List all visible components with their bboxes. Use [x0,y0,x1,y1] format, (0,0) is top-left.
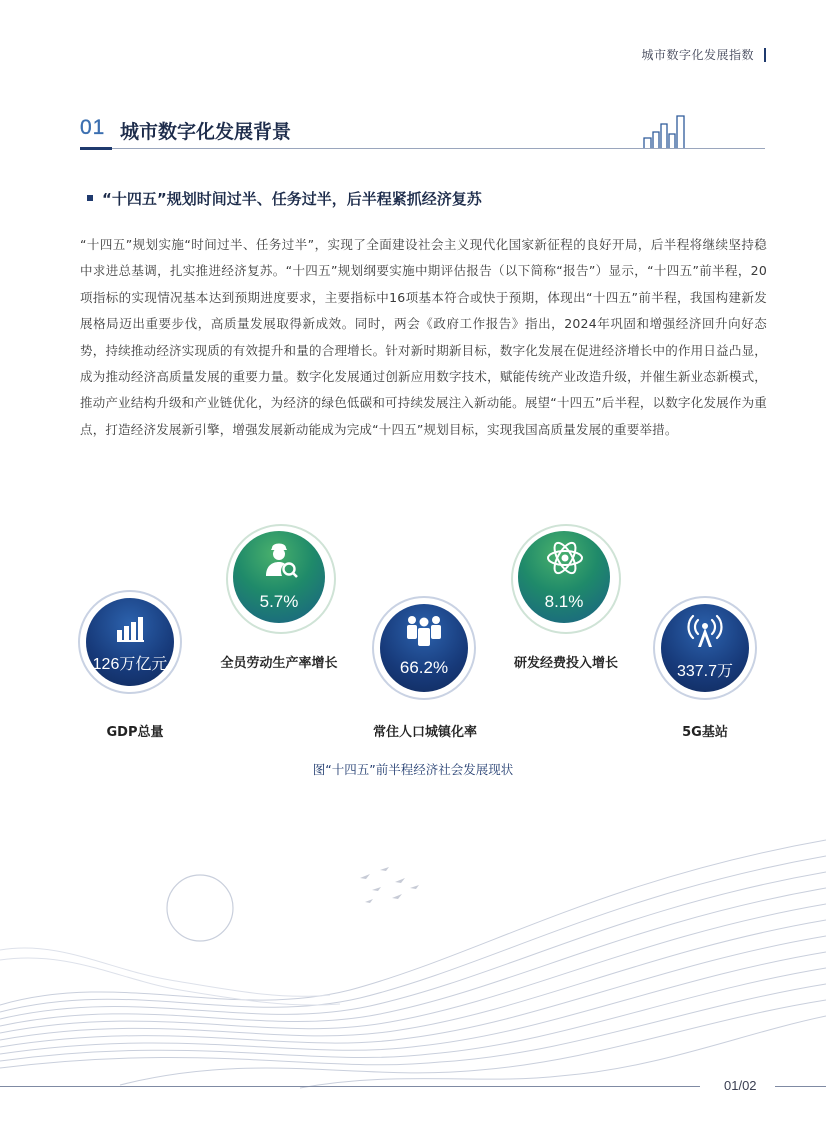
stat-urbanization [374,598,474,698]
section-divider [80,148,765,149]
signal-tower-icon [686,614,724,648]
stat-labor-productivity [228,526,338,636]
section-title: 城市数字化发展背景 [120,121,292,143]
document-title: 城市数字化发展指数 [641,48,766,62]
stat-gdp [80,592,180,692]
bar-chart-icon [117,616,145,642]
atom-icon [545,538,585,578]
footer-divider [0,1086,700,1087]
stat-rnd-investment [513,526,623,636]
wave-landscape-decoration [0,820,826,1090]
page-number: 01/02 [724,1078,757,1093]
section-number: 01 [80,116,106,139]
stat-value: 66.2% [399,658,449,677]
footer-divider-right [775,1086,826,1087]
stat-value: 8.1% [544,592,584,611]
people-group-icon [404,614,444,648]
figure-caption: 图“十四五”前半程经济社会发展现状 [312,762,514,777]
section-header [80,110,765,152]
stat-label: 5G基站 [682,725,728,740]
stat-label: GDP总量 [106,725,164,740]
subsection-heading [87,188,482,209]
stat-value: 5.7% [259,592,299,611]
stat-value: 337.7万 [676,663,734,680]
worker-search-icon [263,540,299,578]
section-divider-accent [80,147,112,150]
square-bullet-icon [87,195,93,201]
subsection-title: “十四五”规划时间过半、任务过半，后半程紧抓经济复苏 [102,190,482,208]
stat-5g-stations [655,598,755,698]
bar-chart-deco-icon [642,110,702,150]
stat-label: 常住人口城镇化率 [372,725,477,740]
body-paragraph: “十四五”规划实施“时间过半、任务过半”，实现了全面建设社会主义现代化国家新征程的良好开局，后半程将继续坚持稳中求进总基调，扎实推进经济复苏。“十四五”规划纲要实施中期评估报告（以下简称“报告”）显示，“十四五”前半程，20项指标的实现情况基本达到预期进度要求，主要指标中16项基本符合或快于预期，体现出“十四五”前半程，我国构建新发展格局迈出重要步伐，高质量发展取得新成效。同时，两会《政府工作报告》指出，2024年巩固和增强经济回升向好态势，持续推动经济实现质的有效提升和量的合理增长。针对新时期新目标，数字化发展在促进经济增长中的作用日益凸显，成为推动经济高质量发展的重要力量。数字化发展通过创新应用数字技术，赋能传统产业改造升级，并催生新业态新模式，推动产业结构升级和产业链优化，为经济的绿色低碳和可持续发展注入新动能。展望“十四五”后半程，以数字化发展作为重点，打造经济发展新引擎，增强发展新动能成为完成“十四五”规划目标，实现我国高质量发展的重要举措。 [80,237,767,437]
stat-value: 126万亿元 [92,656,168,673]
stat-label: 全员劳动生产率增长 [220,656,338,671]
birds-decoration [360,867,419,903]
stat-label: 研发经费投入增长 [513,656,618,671]
